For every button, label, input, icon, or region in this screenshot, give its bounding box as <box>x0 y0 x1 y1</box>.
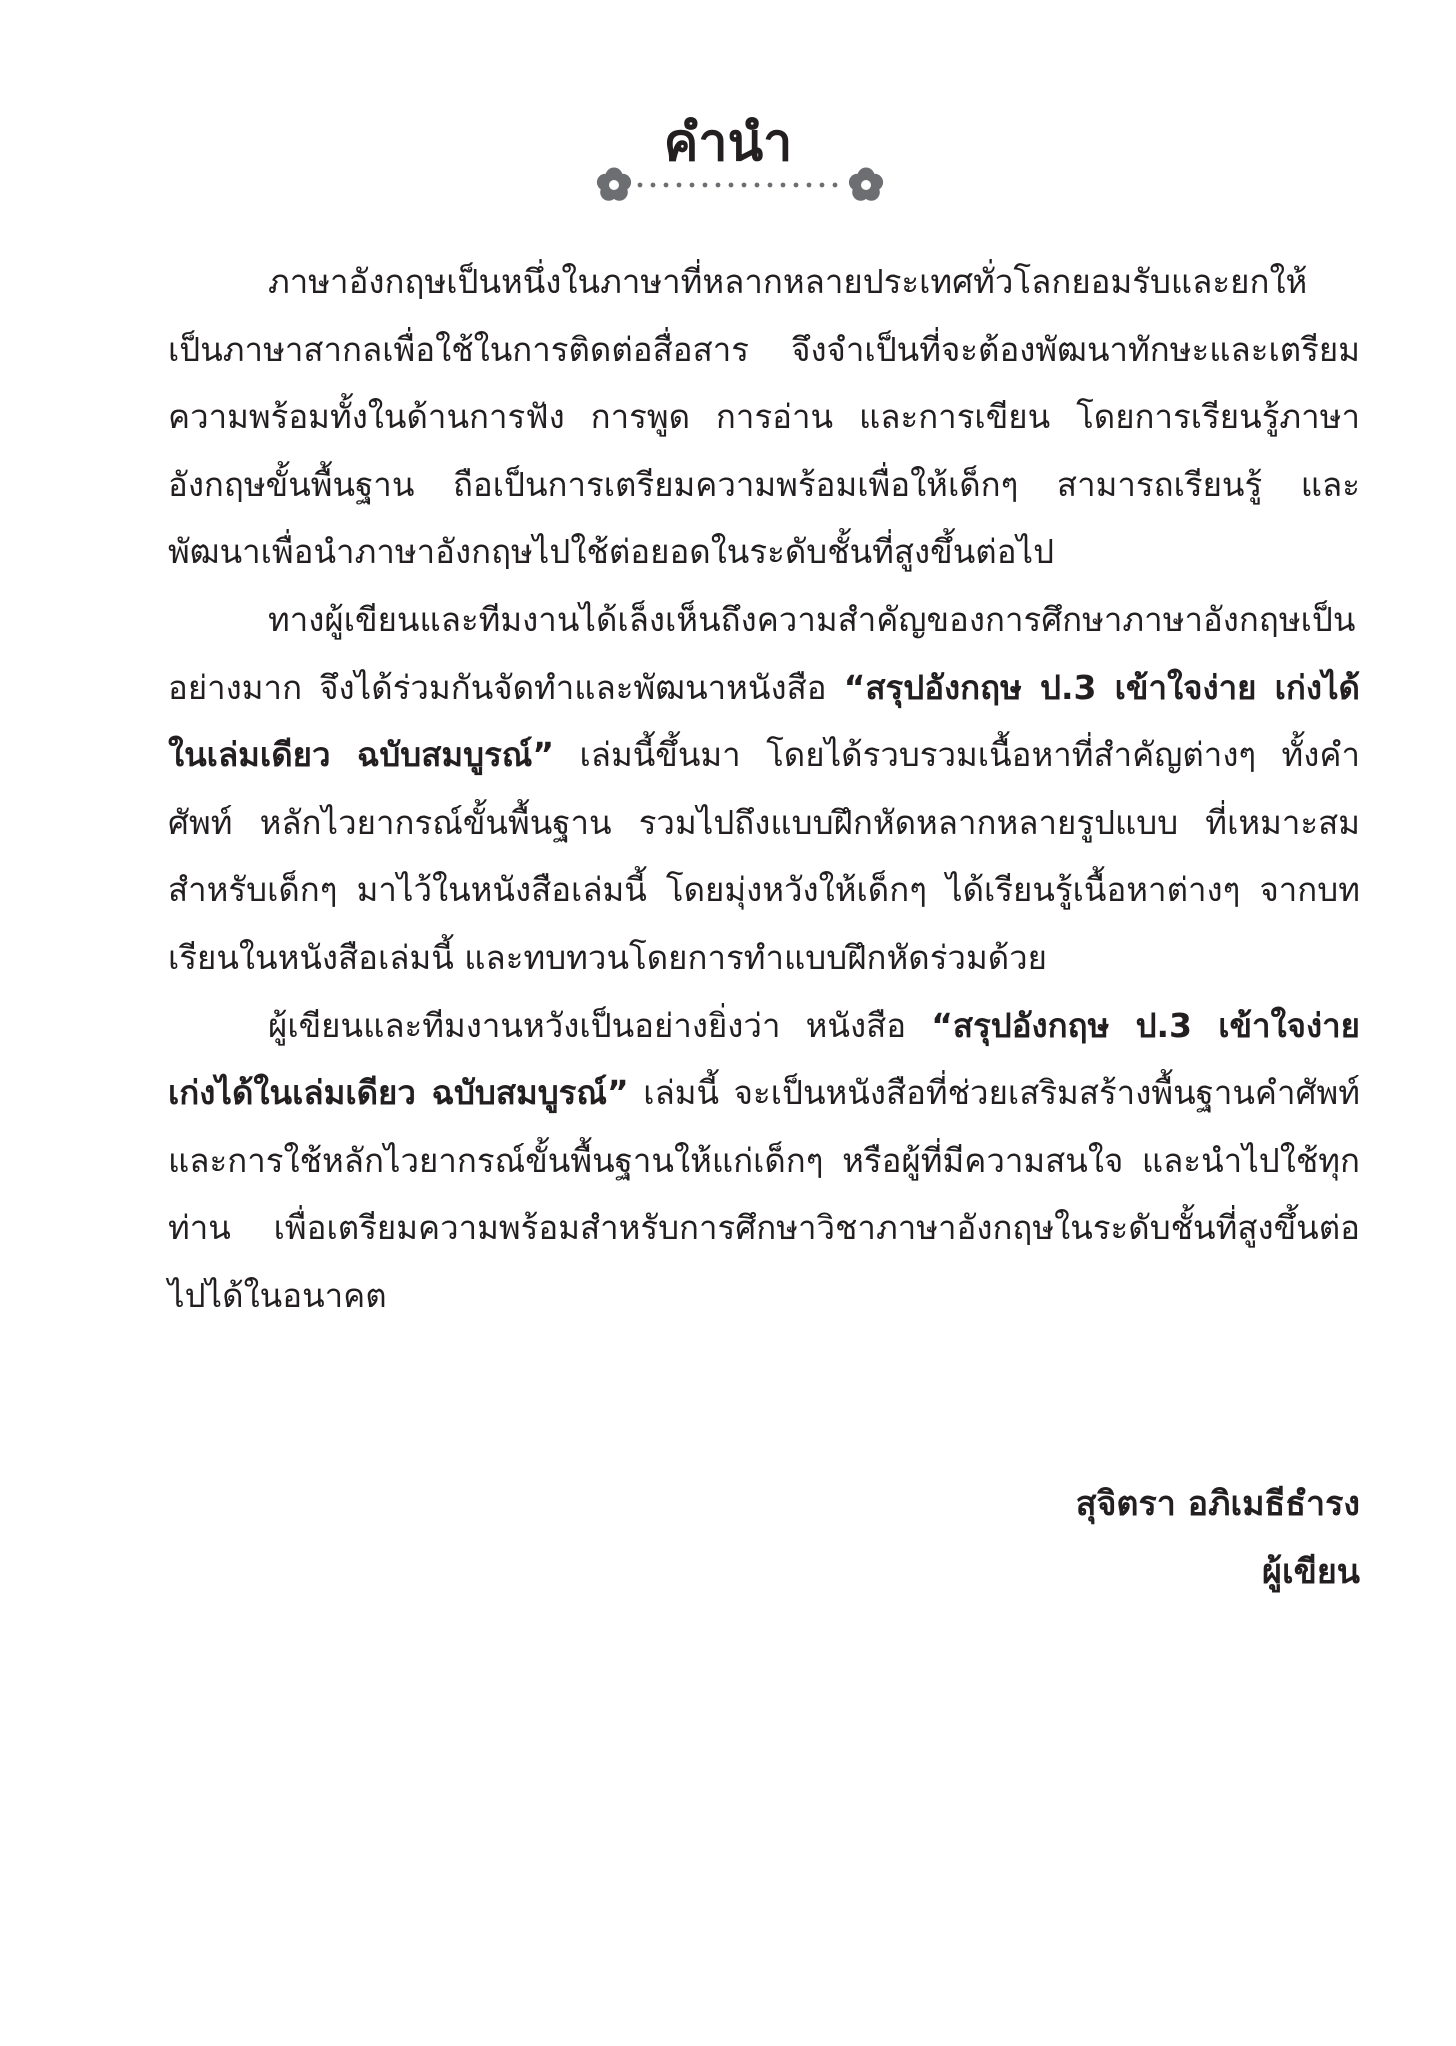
author-role: ผู้เขียน <box>1262 1552 1360 1592</box>
paragraph-2 <box>168 586 1360 992</box>
flower-icon <box>849 168 883 201</box>
preface-body <box>168 248 1360 1330</box>
paragraph-1 <box>168 248 1360 586</box>
dotted-divider <box>638 183 838 188</box>
page-title: คำนำ <box>663 113 793 173</box>
paragraph-3-text-before: ผู้เขียนและทีมงานหวังเป็นอย่างยิ่งว่า หนังสือ <box>268 1005 932 1045</box>
paragraph-3-text-after: เล่มนี้ จะเป็นหนังสือที่ช่วยเสริมสร้างพื้นฐานคำศัพท์ และการใช้หลักไวยากรณ์ขั้นพื้นฐานให้แก่เด็กๆ หรือผู้ที่มีความสนใจ และนำไปใช้ทุกท่าน เพื่อเตรียมความพร้อมสำหรับการศึกษาวิชาภาษาอังกฤษในระดับชั้นที่สูงขึ้นต่อไปได้ในอนาคต <box>168 1073 1360 1315</box>
author-name: สุจิตรา อภิเมธีธำรง <box>1075 1484 1360 1524</box>
paragraph-2-text-after: เล่มนี้ขึ้นมา โดยได้รวบรวมเนื้อหาที่สำคัญต่างๆ ทั้งคำศัพท์ หลักไวยากรณ์ขั้นพื้นฐาน รวมไปถึงแบบฝึกหัดหลากหลายรูปแบบ ที่เหมาะสมสำหรับเด็กๆ มาไว้ในหนังสือเล่มนี้ โดยมุ่งหวังให้เด็กๆ ได้เรียนรู้เนื้อหาต่างๆ จากบทเรียนในหนังสือเล่มนี้ และทบทวนโดยการทำแบบฝึกหัดร่วมด้วย <box>168 735 1361 977</box>
signature-block <box>1076 1470 1360 1606</box>
book-title: “สรุปอังกฤษ ป.3 เข้าใจง่าย เก่งได้ในเล่มเดียว ฉบับสมบูรณ์” <box>168 1005 1360 1113</box>
paragraph-1-text: ภาษาอังกฤษเป็นหนึ่งในภาษาที่หลากหลายประเทศทั่วโลกยอมรับและยกให้เป็นภาษาสากลเพื่อใช้ในการติดต่อสื่อสาร จึงจำเป็นที่จะต้องพัฒนาทักษะและเตรียมความพร้อมทั้งในด้านการฟัง การพูด การอ่าน และการเขียน โดยการเรียนรู้ภาษาอังกฤษขั้นพื้นฐาน ถือเป็นการเตรียมความพร้อมเพื่อให้เด็กๆ สามารถเรียนรู้ และพัฒนาเพื่อนำภาษาอังกฤษไปใช้ต่อยอดในระดับชั้นที่สูงขึ้นต่อไป <box>168 262 1360 572</box>
book-title: “สรุปอังกฤษ ป.3 เข้าใจง่าย เก่งได้ในเล่มเดียว ฉบับสมบูรณ์” <box>168 667 1360 775</box>
paragraph-3 <box>168 992 1360 1330</box>
flower-icon <box>597 168 631 201</box>
paragraph-2-text-before: ทางผู้เขียนและทีมงานได้เล็งเห็นถึงความสำคัญของการศึกษาภาษาอังกฤษเป็นอย่างมาก จึงได้ร่วมกันจัดทำและพัฒนาหนังสือ <box>168 599 1356 707</box>
title-ornament <box>590 162 890 208</box>
